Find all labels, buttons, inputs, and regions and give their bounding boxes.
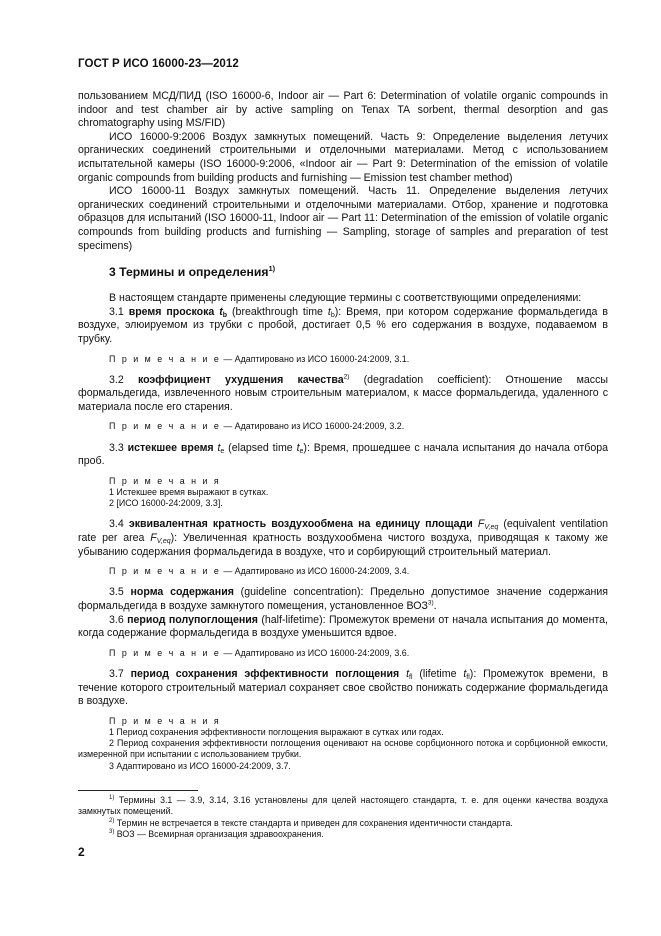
term-definition: ): Промежуток времени, в течение которого строительный материал сохраняет свое свойство понижать содержание формальдегида в воздухе.	[78, 668, 608, 708]
footnote-divider	[78, 790, 198, 791]
note-label: П р и м е ч а н и е	[109, 421, 221, 432]
term-definition: ): Время, при котором содержание формальдегида в воздухе, элюируемом из трубки с пробой, достигает 0,5 % его содержания в воздухе, подаваемом в трубку.	[78, 305, 609, 345]
term-symbol-2-sub: e	[299, 447, 304, 455]
term-number: 3.4	[109, 518, 129, 531]
term-name: эквивалентная кратность воздухообмена на единицу площади	[128, 518, 478, 531]
note-text: — Адаптировано из ИСО 16000-24:2009, 3.4.	[220, 566, 410, 577]
note-item: 2 [ИСО 16000-24:2009, 3.3].	[109, 498, 223, 509]
notes-3-3	[78, 476, 608, 510]
term-symbol: t	[217, 441, 221, 454]
notes-label: П р и м е ч а н и я	[109, 715, 221, 726]
term-number: 3.2	[109, 373, 138, 386]
term-number: 3.3	[109, 441, 128, 454]
term-symbol-sub: e	[220, 447, 225, 455]
ref-continuation: пользованием МСД/ПИД (ISO 16000-6, Indoor air — Part 6: Determination of volatile organic compounds in indoor and test chamber air by active sampling on Tenax TA sorbent, thermal desorption and gas chromatography using MS/FID)	[78, 90, 608, 130]
section-footnote-mark: 1)	[268, 264, 276, 274]
note-3-1	[78, 354, 608, 365]
term-3-5	[78, 586, 608, 613]
term-symbol-sub: b	[222, 311, 228, 319]
note-label: П р и м е ч а н и е	[109, 566, 221, 577]
term-symbol-sub: fl	[409, 674, 413, 682]
term-3-7	[78, 668, 608, 709]
footnote-mark: 2)	[109, 817, 115, 824]
note-3-4	[78, 566, 608, 577]
term-3-6	[78, 614, 608, 641]
term-definition: (guideline concentration): Предельно допустимое значение содержания формальдегида в воздухе замкнутого помещения, установленное ВОЗ	[78, 586, 609, 613]
footnote-text: ВОЗ — Всемирная организация здравоохранения.	[114, 829, 324, 840]
term-tail: .	[433, 600, 437, 613]
term-number: 3.6	[109, 613, 128, 626]
term-symbol-2-sub: fl	[466, 674, 470, 682]
footnote-text: Термин не встречается в тексте стандарта и приведен для сохранения идентичности стандарта.	[114, 817, 513, 828]
footnote-mark: 3)	[109, 829, 115, 836]
term-symbol: t	[219, 305, 223, 318]
notes-label: П р и м е ч а н и я	[109, 475, 221, 486]
note-item: 1 Истекшее время выражают в сутках.	[109, 487, 269, 498]
term-name: период полупоглощения	[127, 613, 258, 626]
term-symbol-2-sub: b	[330, 311, 335, 319]
term-number: 3.5	[109, 586, 131, 599]
note-item: 1 Период сохранения эффективности поглощения выражают в сутках или годах.	[109, 727, 444, 738]
footnote-2	[78, 818, 608, 829]
term-name: истекшее время	[127, 441, 218, 454]
term-symbol-2: t	[327, 305, 331, 318]
note-text: — Адаптировано из ИСО 16000-24:2009, 3.6.	[220, 647, 410, 658]
footnote-text: Термины 3.1 — 3.9, 3.14, 3.16 установлены для целей настоящего стандарта, т. е. для оценки качества воздуха замкнутых помещений.	[78, 795, 608, 817]
page-number: 2	[78, 845, 85, 859]
term-3-1	[78, 306, 608, 347]
term-definition: (degradation coefficient): Отношение массы формальдегида, извлеченного новым строительным материалом, к массе формальдегида, удаленного с материала после его старения.	[78, 373, 608, 413]
footnote-3	[78, 829, 608, 840]
section-intro: В настоящем стандарте применены следующие термины с соответствующими определениями:	[109, 292, 582, 305]
note-item: 2 Период сохранения эффективности поглощения оценивают на основе сорбционного потока и сорбционной емкости, измеренной при испытании с использованием трубки.	[78, 738, 608, 760]
document-header: ГОСТ Р ИСО 16000-23—2012	[78, 58, 239, 70]
term-definition: ): Увеличенная кратность воздухообмена чистого воздуха, приводящая к такому же убыванию содержания формальдегида в воздухе, что и сорбирующий строительный материал.	[78, 532, 608, 558]
term-symbol-2-sub: V,eq	[156, 538, 171, 546]
footnotes	[78, 795, 608, 841]
note-label: П р и м е ч а н и е	[109, 353, 221, 364]
term-name: период сохранения эффективности поглощения	[130, 668, 407, 681]
term-3-4	[78, 518, 608, 559]
term-text: (elapsed time	[224, 441, 297, 454]
term-number: 3.1	[109, 305, 129, 318]
page-content	[78, 90, 608, 781]
term-3-3	[78, 442, 608, 469]
footnote-mark: 1)	[109, 795, 115, 802]
term-symbol-2: t	[463, 668, 467, 681]
note-text: — Адаптировано из ИСО 16000-24:2009, 3.1.	[220, 353, 410, 364]
term-text: (equivalent ventilation rate per area	[78, 518, 609, 545]
note-3-6	[78, 648, 608, 659]
term-symbol: t	[406, 668, 410, 681]
term-symbol: F	[477, 518, 485, 531]
term-footnote-mark: 2)	[343, 373, 350, 381]
term-name: коэффициент ухудшения качества	[137, 373, 344, 386]
term-symbol-sub: V,eq	[484, 524, 499, 532]
term-symbol-2: F	[150, 532, 157, 545]
section-title: 3 Термины и определения	[109, 265, 269, 280]
ref-iso-16000-11: ИСО 16000-11 Воздух замкнутых помещений. Часть 11. Определение выделения летучих органических соединений строительными и отделочными материалами. Отбор, хранение и подготовка образцов для испытаний (ISO 16000-11, Indoor air — Part 11: Determination of the emission of volatile organic compounds from building products and furnishing — Sampling, storage of samples and preparation of test specimens)	[78, 185, 608, 252]
ref-iso-16000-9: ИСО 16000-9:2006 Воздух замкнутых помещений. Часть 9: Определение выделения летучих органических соединений строительными и отделочными материалами. Метод с использованием испытательной камеры (ISO 16000-9:2006, «Indoor air — Part 9: Determination of the emission of volatile organic compounds from building products and furnishing — Emission test chamber method)	[78, 130, 608, 184]
note-text: — Адатировано из ИСО 16000-24:2009, 3.2.	[220, 421, 405, 432]
footnote-1	[78, 795, 608, 818]
term-3-2	[78, 374, 608, 415]
note-3-2	[78, 421, 608, 432]
term-definition: (half-lifetime): Промежуток времени от начала испытания до момента, когда содержание формальдегида в воздухе уменьшится вдвое.	[78, 613, 608, 640]
note-label: П р и м е ч а н и е	[109, 647, 221, 658]
term-name: время проскока	[128, 305, 220, 318]
term-name: норма содержания	[130, 586, 234, 599]
term-footnote-mark: 3)	[427, 599, 434, 607]
term-definition: ): Время, прошедшее с начала испытания до начала отбора проб.	[78, 441, 609, 468]
term-text: (lifetime	[412, 668, 464, 681]
notes-3-7	[78, 716, 608, 772]
term-symbol-2: t	[296, 441, 300, 454]
term-text: (breakthrough time	[227, 305, 328, 318]
section-heading	[109, 265, 608, 279]
note-item: 3 Адаптировано из ИСО 16000-24:2009, 3.7.	[109, 760, 291, 771]
term-number: 3.7	[109, 668, 131, 681]
